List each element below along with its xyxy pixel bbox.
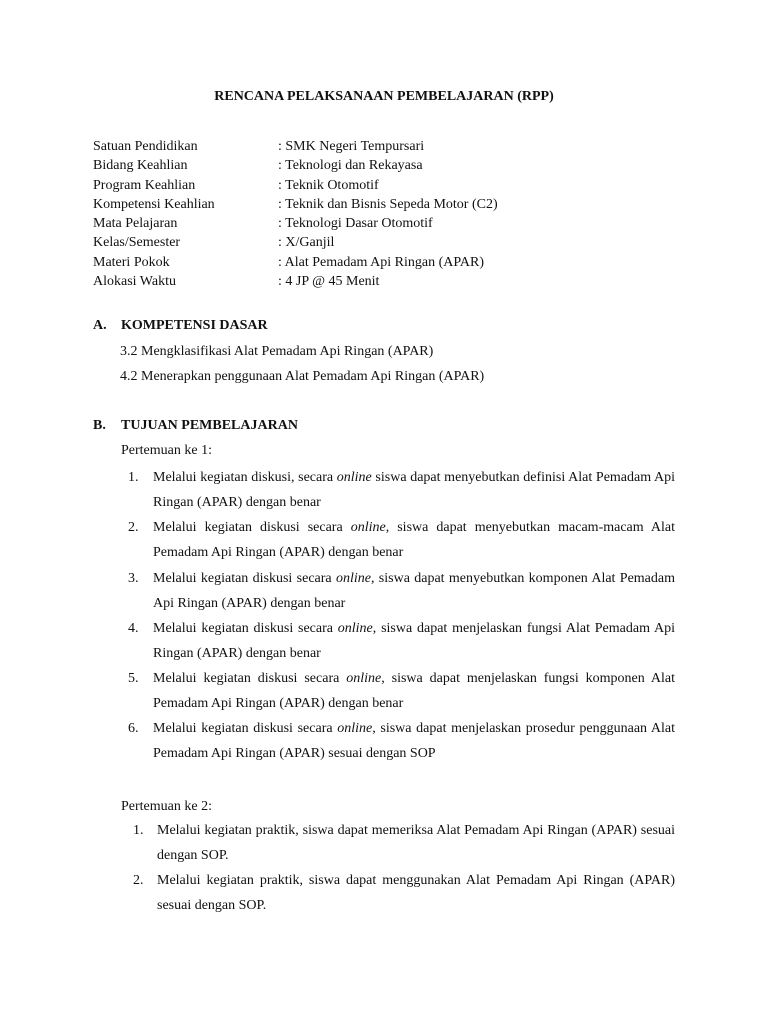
meeting-2-label: Pertemuan ke 2: <box>121 799 212 814</box>
info-label: Satuan Pendidikan <box>93 139 198 154</box>
objective-number: 2. <box>133 873 144 888</box>
info-row <box>93 137 498 156</box>
info-label: Program Keahlian <box>93 177 196 193</box>
objective-item <box>121 666 675 716</box>
info-label: Kompetensi Keahlian <box>93 196 215 212</box>
objective-number: 4. <box>128 621 139 636</box>
info-row <box>93 233 498 252</box>
info-row <box>93 195 498 214</box>
section-a-heading <box>93 316 268 336</box>
meeting-1-label: Pertemuan ke 1: <box>121 443 212 458</box>
info-value: : Teknik dan Bisnis Sepeda Motor (C2) <box>278 196 498 212</box>
info-row <box>93 156 498 175</box>
section-letter: A. <box>93 318 107 333</box>
objective-item <box>121 566 675 616</box>
info-row <box>93 272 498 291</box>
objective-text: Melalui kegiatan diskusi secara online, siswa dapat menjelaskan fungsi Alat Pemadam Api Ringan (APAR) dengan benar <box>153 621 675 661</box>
document-title: RENCANA PELAKSANAAN PEMBELAJARAN (RPP) <box>214 89 554 104</box>
info-label: Materi Pokok <box>93 254 170 270</box>
objective-number: 5. <box>128 671 139 686</box>
objective-item <box>121 515 675 565</box>
objective-text: Melalui kegiatan diskusi secara online, siswa dapat menjelaskan fungsi komponen Alat Pemadam Api Ringan (APAR) dengan benar <box>153 671 675 711</box>
objective-text: Melalui kegiatan diskusi secara online, siswa dapat menyebutkan macam-macam Alat Pemadam Api Ringan (APAR) dengan benar <box>153 520 675 560</box>
info-value: : 4 JP @ 45 Menit <box>278 274 380 290</box>
info-value: : Teknologi dan Rekayasa <box>278 158 423 174</box>
objective-item <box>121 465 675 515</box>
objective-number: 2. <box>128 520 139 535</box>
objective-item <box>121 716 675 766</box>
objective-number: 3. <box>128 571 139 586</box>
objective-text: Melalui kegiatan diskusi secara online, siswa dapat menjelaskan prosedur penggunaan Alat Pemadam Api Ringan (APAR) sesuai dengan SOP <box>153 721 676 761</box>
info-value: : X/Ganjil <box>278 235 335 251</box>
info-row <box>93 253 498 272</box>
objective-item <box>121 616 675 666</box>
objective-number: 1. <box>133 823 144 838</box>
objective-text: Melalui kegiatan praktik, siswa dapat menggunakan Alat Pemadam Api Ringan (APAR) sesuai dengan SOP. <box>157 873 675 913</box>
competency-item: 4.2 Menerapkan penggunaan Alat Pemadam Api Ringan (APAR) <box>120 369 485 384</box>
section-letter: B. <box>93 418 106 433</box>
objective-number: 1. <box>128 470 139 485</box>
identity-table <box>93 137 498 291</box>
section-title: TUJUAN PEMBELAJARAN <box>121 418 298 433</box>
objective-text: Melalui kegiatan diskusi, secara online siswa dapat menyebutkan definisi Alat Pemadam Api Ringan (APAR) dengan benar <box>153 470 676 510</box>
info-value: : SMK Negeri Tempursari <box>278 139 425 154</box>
objective-text: Melalui kegiatan diskusi secara online, siswa dapat menyebutkan komponen Alat Pemadam Api Ringan (APAR) dengan benar <box>153 571 675 611</box>
info-row <box>93 214 498 233</box>
section-title: KOMPETENSI DASAR <box>121 318 268 333</box>
competency-item: 3.2 Mengklasifikasi Alat Pemadam Api Ringan (APAR) <box>120 344 434 359</box>
info-value: : Teknik Otomotif <box>278 177 379 193</box>
info-label: Alokasi Waktu <box>93 274 176 290</box>
objective-item <box>121 868 675 918</box>
info-value: : Alat Pemadam Api Ringan (APAR) <box>278 254 484 270</box>
objective-item <box>121 818 675 868</box>
info-value: : Teknologi Dasar Otomotif <box>278 216 433 232</box>
objective-number: 6. <box>128 721 139 736</box>
info-label: Kelas/Semester <box>93 235 181 251</box>
info-label: Mata Pelajaran <box>93 216 178 232</box>
info-label: Bidang Keahlian <box>93 158 188 174</box>
objective-text: Melalui kegiatan praktik, siswa dapat memeriksa Alat Pemadam Api Ringan (APAR) sesuai dengan SOP. <box>157 823 675 863</box>
section-b-heading <box>93 416 298 436</box>
info-row <box>93 176 498 195</box>
